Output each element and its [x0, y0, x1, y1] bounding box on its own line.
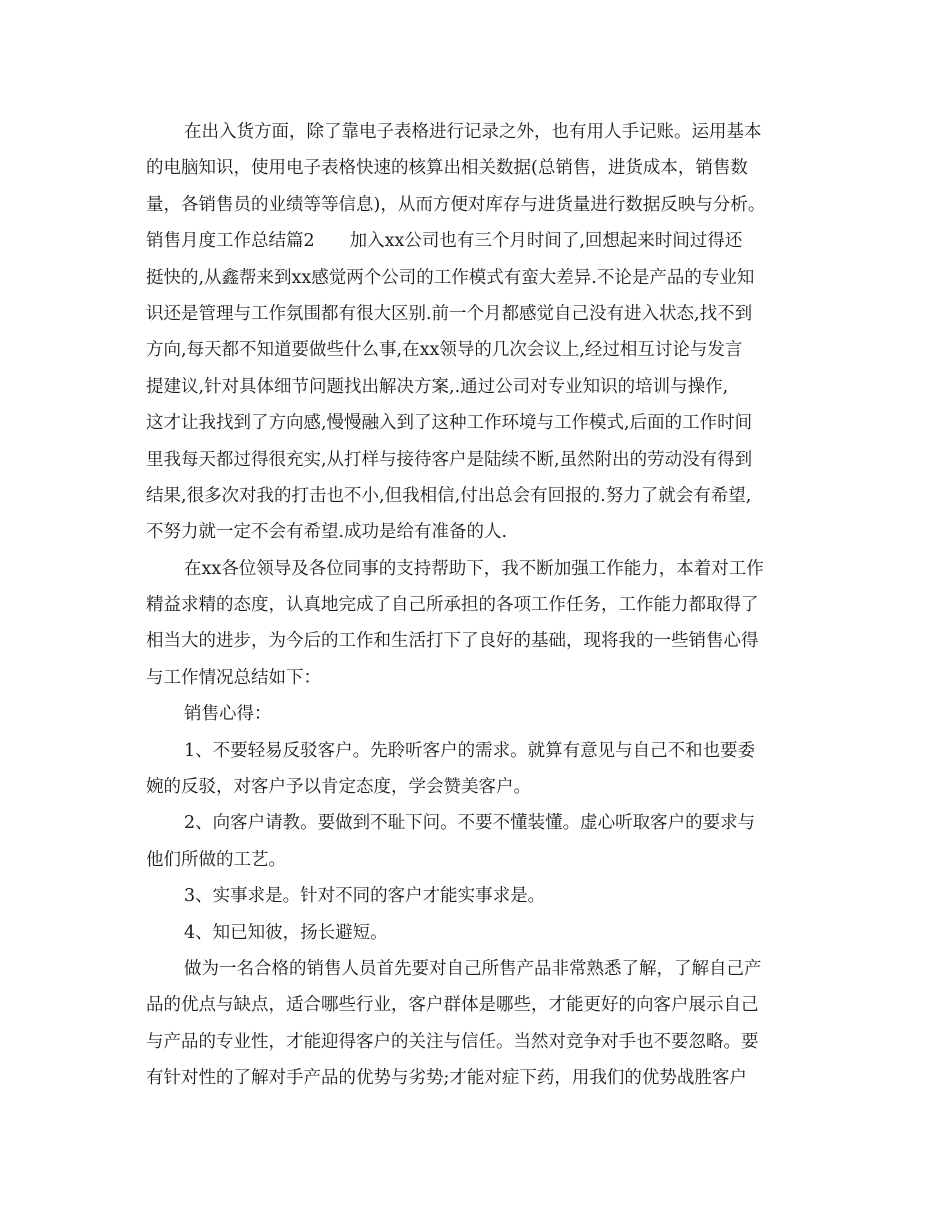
text-line: 他们所做的工艺。 — [146, 849, 286, 870]
text-line: 精益求精的态度，认真地完成了自己所承担的各项工作任务，工作能力都取得了 — [146, 595, 759, 616]
text-line: 销售心得： — [184, 704, 272, 725]
text-line: 做为一名合格的销售人员首先要对自己所售产品非常熟悉了解，了解自己产 — [184, 958, 762, 979]
text-line: 提建议,针对具体细节问题找出解决方案,.通过公司对专业知识的培训与操作, — [146, 376, 729, 397]
text-line: 与工作情况总结如下： — [146, 667, 321, 688]
text-line: 结果,很多次对我的打击也不小,但我相信,付出总会有回报的.努力了就会有希望, — [146, 485, 752, 506]
text-line: 有针对性的了解对手产品的优势与劣势;才能对症下药，用我们的优势战胜客户 — [146, 1068, 747, 1089]
text-line: 婉的反驳，对客户予以肯定态度，学会赞美客户。 — [146, 777, 531, 798]
document-body — [146, 114, 811, 1097]
text-line: 不努力就一定不会有希望.成功是给有准备的人. — [146, 522, 508, 543]
text-line: 1、不要轻易反驳客户。先聆听客户的需求。就算有意见与自己不和也要委 — [184, 740, 756, 761]
text-line: 4、知已知彼，扬长避短。 — [184, 922, 388, 943]
text-line: 3、实事求是。针对不同的客户才能实事求是。 — [184, 886, 546, 907]
text-line: 里我每天都过得很充实,从打样与接待客户是陆续不断,虽然附出的劳动没有得到 — [146, 449, 753, 470]
text-line: 方向,每天都不知道要做些什么事,在xx领导的几次会议上,经过相互讨论与发言 — [146, 340, 743, 361]
text-line: 挺快的,从鑫帮来到xx感觉两个公司的工作模式有蛮大差异.不论是产品的专业知 — [146, 267, 755, 288]
text-line: 品的优点与缺点，适合哪些行业，客户群体是哪些，才能更好的向客户展示自己 — [146, 995, 759, 1016]
text-line: 在xx各位领导及各位同事的支持帮助下，我不断加强工作能力，本着对工作 — [184, 558, 764, 579]
text-line: 2、向客户请教。要做到不耻下问。不要不懂装懂。虚心听取客户的要求与 — [184, 813, 756, 834]
text-line: 在出入货方面，除了靠电子表格进行记录之外，也有用人手记账。运用基本 — [184, 122, 762, 142]
text-line: 与产品的专业性，才能迎得客户的关注与信任。当然对竞争对手也不要忽略。要 — [146, 1031, 759, 1052]
text-line: 这才让我找到了方向感,慢慢融入到了这种工作环境与工作模式,后面的工作时间 — [146, 413, 753, 434]
text-line: 相当大的进步，为今后的工作和生活打下了良好的基础，现将我的一些销售心得 — [146, 631, 759, 652]
text-line: 销售月度工作总结篇2 加入xx公司也有三个月时间了,回想起来时间过得还 — [146, 231, 743, 252]
text-line: 量，各销售员的业绩等等信息)，从而方便对库存与进货量进行数据反映与分析。 — [146, 194, 766, 215]
text-line: 识还是管理与工作氛围都有很大区别.前一个月都感觉自己没有进入状态,找不到 — [146, 303, 753, 324]
text-line: 的电脑知识，使用电子表格快速的核算出相关数据(总销售，进货成本，销售数 — [146, 158, 748, 179]
